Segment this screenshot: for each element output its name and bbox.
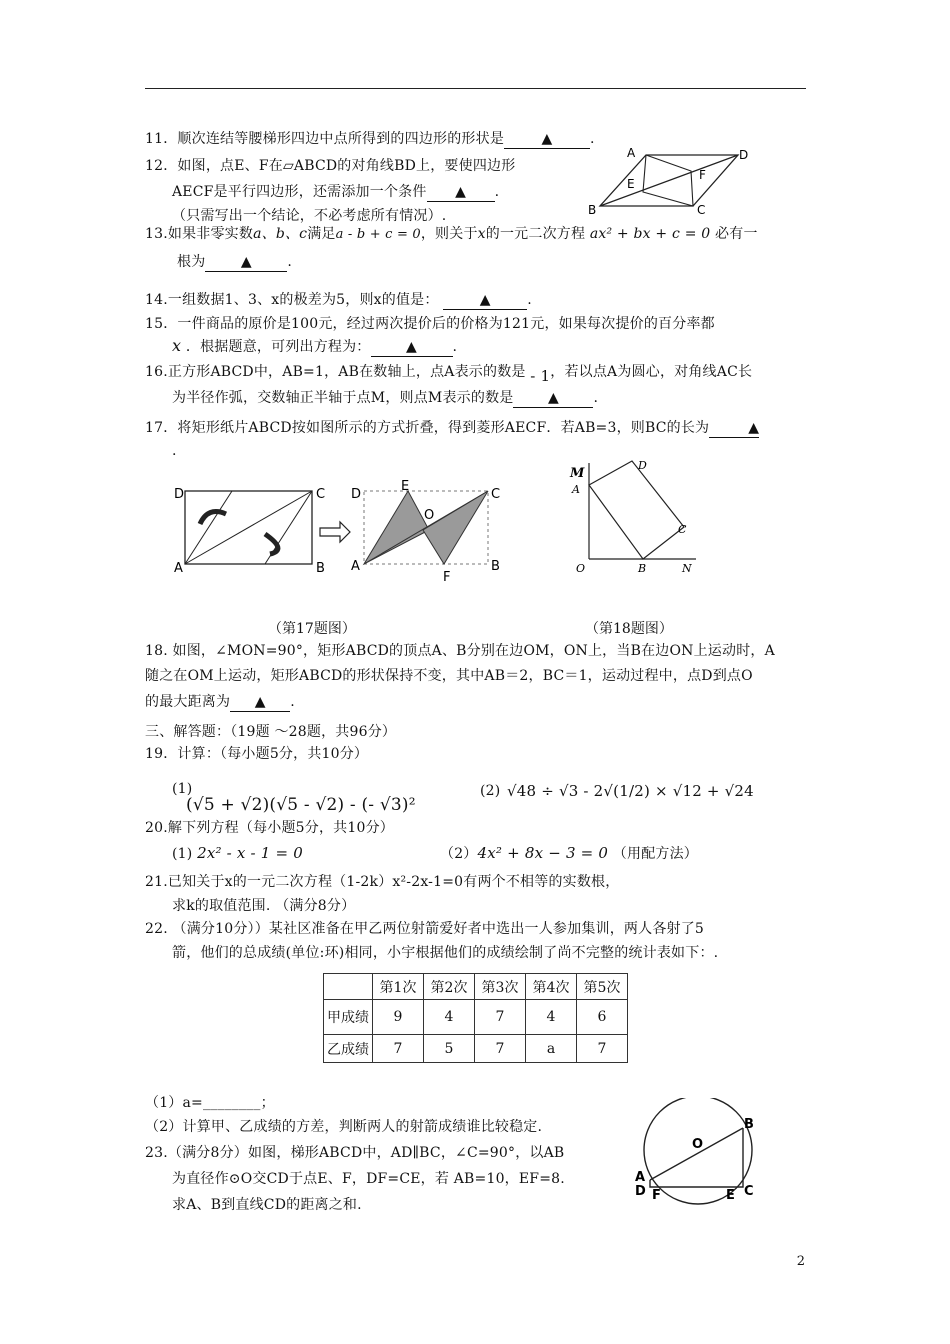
caption-fig18: （第18题图） <box>585 621 673 637</box>
label-B: B <box>316 561 325 576</box>
question-18-line1: 18. 如图，∠MON=90°，矩形ABCD的顶点A、B分别在边OM，ON上，当B在边ON上运动时，A <box>145 643 775 659</box>
label-D: D <box>635 1184 646 1199</box>
label-M: M <box>570 466 585 481</box>
label-O: O <box>576 562 586 575</box>
question-13-line2: 根为 ▲ . <box>177 254 293 270</box>
question-16-line2: 为半径作弧，交数轴正半轴于点M，则点M表示的数是 ▲ . <box>172 390 599 406</box>
question-12-line2: AECF是平行四边形，还需添加一个条件 ▲ . <box>172 184 500 200</box>
label-B: B <box>638 562 647 575</box>
section-3-heading: 三、解答题：（19题 ～28题，共96分） <box>145 724 397 740</box>
figure-q17-folding <box>168 478 513 588</box>
label-D: D <box>174 487 185 502</box>
table-cell: 4 <box>424 1000 475 1035</box>
question-20-title: 20.解下列方程（每小题5分，共10分） <box>145 820 394 836</box>
arrow-right-icon <box>320 522 350 542</box>
figure-q18-rectangle <box>564 455 714 580</box>
question-19-part1-label: (1) <box>172 781 193 797</box>
label-O: O <box>692 1137 704 1152</box>
label-D: D <box>351 487 362 502</box>
question-14: 14.一组数据1、3、x的极差为5，则x的值是： ▲ . <box>145 292 532 308</box>
label-D: D <box>739 148 749 162</box>
question-22-sub2: （2）计算甲、乙成绩的方差，判断两人的射箭成绩谁比较稳定. <box>145 1119 543 1135</box>
figure-q12-parallelogram <box>583 143 763 223</box>
question-15-line1: 15．一件商品的原价是100元，经过两次提价后的价格为121元，如果每次提价的百分率都 <box>145 316 715 332</box>
page-number: 2 <box>796 1254 805 1269</box>
question-17-line2: . <box>172 443 177 459</box>
table-header-cell: 第4次 <box>526 974 577 1000</box>
answer-blank: ▲ <box>504 130 590 149</box>
answer-blank: ▲ <box>427 183 495 202</box>
question-16-line1: 16.正方形ABCD中，AB=1，AB在数轴上，点A表示的数是 - 1，若以点A为圆心，对角线AC长 <box>145 364 753 385</box>
question-19-part2-expr: √48 ÷ √3 - 2√(1/2) × √12 + √24 <box>507 782 754 800</box>
question-23-line3: 求A、B到直线CD的距离之和. <box>172 1197 362 1213</box>
caption-fig17: （第17题图） <box>268 621 356 637</box>
question-23-line2: 为直径作⊙O交CD于点E、F，DF=CE，若 AB=10，EF=8. <box>172 1171 565 1187</box>
label-C: C <box>678 523 687 536</box>
table-cell: 甲成绩 <box>324 1000 373 1035</box>
table-cell: a <box>526 1035 577 1063</box>
label-B: B <box>491 559 500 574</box>
answer-blank: ▲ <box>230 693 290 712</box>
table-cell: 7 <box>475 1035 526 1063</box>
label-D: D <box>638 459 647 472</box>
answer-blank: ▲ <box>709 419 759 438</box>
answer-blank: ▲ <box>371 338 453 357</box>
table-cell: 6 <box>577 1000 628 1035</box>
question-12-line1: 12．如图，点E、F在▱ABCD的对角线BD上，要使四边形 <box>145 158 516 174</box>
question-19-part2-label: (2) <box>480 783 501 799</box>
table-cell: 4 <box>526 1000 577 1035</box>
question-19-title: 19．计算：（每小题5分，共10分） <box>145 746 369 762</box>
score-table <box>323 973 628 1063</box>
table-header-cell <box>324 974 373 1000</box>
label-F: F <box>443 570 451 585</box>
label-E: E <box>726 1188 735 1203</box>
label-C: C <box>316 487 326 502</box>
question-11: 11．顺次连结等腰梯形四边中点所得到的四边形的形状是 ▲ . <box>145 131 595 147</box>
question-18-line3: 的最大距离为 ▲ . <box>145 694 295 710</box>
table-header-cell: 第2次 <box>424 974 475 1000</box>
table-cell: 5 <box>424 1035 475 1063</box>
label-F: F <box>652 1188 661 1203</box>
table-header-row <box>324 974 628 1000</box>
label-A: A <box>635 1170 646 1185</box>
label-A: A <box>351 559 360 574</box>
label-E: E <box>627 177 635 191</box>
table-header-cell: 第5次 <box>577 974 628 1000</box>
label-O: O <box>424 508 435 523</box>
table-cell: 7 <box>373 1035 424 1063</box>
table-cell: 7 <box>475 1000 526 1035</box>
header-rule <box>145 88 806 89</box>
table-cell: 9 <box>373 1000 424 1035</box>
label-C: C <box>744 1184 754 1199</box>
question-20-part1: (1) 2x² - x - 1 = 0 <box>172 844 303 862</box>
label-A: A <box>174 561 183 576</box>
question-13-line1: 13.如果非零实数a、b、c满足a - b + c = 0，则关于x的一元二次方程 ax² + bx + c = 0 必有一 <box>145 226 758 242</box>
label-B: B <box>744 1117 754 1132</box>
table-header-cell: 第1次 <box>373 974 424 1000</box>
table-header-cell: 第3次 <box>475 974 526 1000</box>
question-21-line2: 求k的取值范围. （满分8分） <box>172 898 356 914</box>
question-21-line1: 21.已知关于x的一元二次方程（1-2k）x²-2x-1=0有两个不相等的实数根， <box>145 874 620 890</box>
question-23-line1: 23.（满分8分）如图，梯形ABCD中，AD∥BC，∠C=90°，以AB <box>145 1145 565 1161</box>
table-row <box>324 1035 628 1063</box>
label-C: C <box>491 487 501 502</box>
label-F: F <box>699 168 706 182</box>
question-18-line2: 随之在OM上运动，矩形ABCD的形状保持不变，其中AB＝2，BC＝1，运动过程中，点D到点O <box>145 668 753 684</box>
answer-blank: ▲ <box>205 253 287 272</box>
answer-blank: ▲ <box>443 291 527 310</box>
question-22-line2: 箭，他们的总成绩(单位:环)相同，小宇根据他们的成绩绘制了尚不完整的统计表如下：. <box>172 945 719 961</box>
label-N: N <box>682 562 692 575</box>
label-E: E <box>401 479 410 494</box>
question-20-part2: （2）4x² + 8x − 3 = 0 （用配方法） <box>440 844 698 862</box>
table-row <box>324 1000 628 1035</box>
question-22-line1: 22. （满分10分））某社区准备在甲乙两位射箭爱好者中选出一人参加集训，两人各射了5 <box>145 921 705 937</box>
question-12-line3: （只需写出一个结论，不必考虑所有情况）. <box>172 208 447 224</box>
question-17-line1: 17．将矩形纸片ABCD按如图所示的方式折叠，得到菱形AECF．若AB=3，则BC的长为 ▲ <box>145 420 760 436</box>
label-A: A <box>627 146 636 160</box>
question-22-sub1: （1）a=________； <box>145 1095 275 1111</box>
label-A: A <box>572 483 580 496</box>
answer-blank: ▲ <box>513 389 593 408</box>
label-C: C <box>697 203 706 217</box>
question-19-part1-expr: (√5 + √2)(√5 - √2) - (- √3)² <box>186 795 416 815</box>
table-cell: 乙成绩 <box>324 1035 373 1063</box>
table-cell: 7 <box>577 1035 628 1063</box>
question-15-line2: x ．根据题意，可列出方程为： ▲ . <box>172 336 458 355</box>
label-B: B <box>588 203 597 217</box>
figure-q23-circle <box>630 1098 760 1208</box>
